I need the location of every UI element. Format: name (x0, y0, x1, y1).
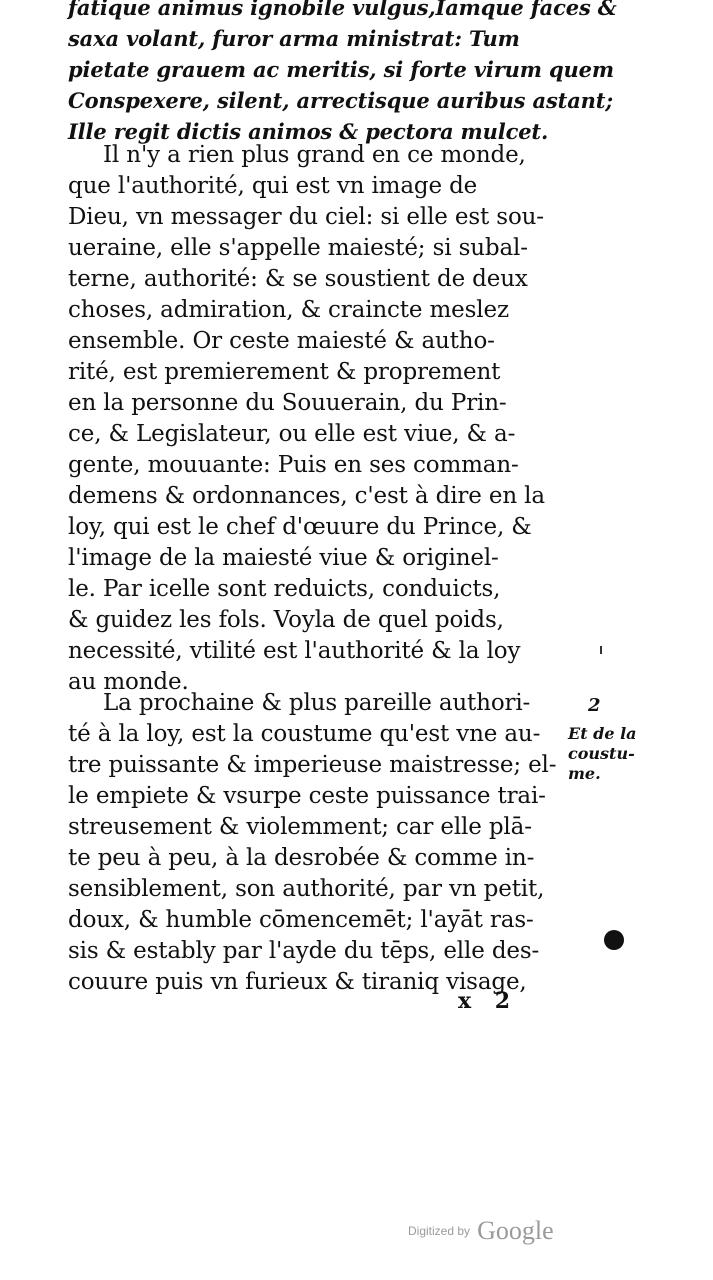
text-line: loy, qui est le chef d'œuure du Prince, & (68, 514, 532, 540)
verse-line: fatique animus ignobile vulgus,Iamque faces & (68, 0, 617, 20)
signature-mark: x 2 (458, 988, 519, 1014)
margin-note-line: Et de la (568, 724, 637, 743)
text-line: demens & ordonnances, c'est à dire en la (68, 483, 545, 509)
text-line: le empiete & vsurpe ceste puissance trai- (68, 783, 546, 809)
text-line: terne, authorité: & se soustient de deux (68, 266, 528, 292)
text-line: ce, & Legislateur, ou elle est viue, & a- (68, 421, 516, 447)
text-line: té à la loy, est la coustume qu'est vne au- (68, 721, 541, 747)
text-line: le. Par icelle sont reduicts, conduicts, (68, 576, 501, 602)
text-line: ensemble. Or ceste maiesté & autho- (68, 328, 495, 354)
text-line: choses, admiration, & craincte meslez (68, 297, 509, 323)
ink-blot (604, 930, 624, 950)
text-line: te peu à peu, à la desrobée & comme in- (68, 845, 535, 871)
margin-note-line: coustu- (568, 744, 635, 763)
paragraph-custom (68, 688, 578, 998)
text-line: & guidez les fols. Voyla de quel poids, (68, 607, 504, 633)
text-line: Dieu, vn messager du ciel: si elle est sou- (68, 204, 544, 230)
text-line: couure puis vn furieux & tiraniq visage, (68, 969, 527, 995)
paragraph-authority (68, 140, 578, 698)
text-line: gente, mouuante: Puis en ses comman- (68, 452, 519, 478)
text-line: necessité, vtilité est l'authorité & la loy (68, 638, 521, 664)
google-logo: Google (477, 1216, 554, 1245)
watermark-prefix: Digitized by (408, 1224, 471, 1238)
text-line: sensiblement, son authorité, par vn petit, (68, 876, 545, 902)
latin-verse (68, 0, 617, 147)
text-line: doux, & humble cōmencemēt; l'ayāt ras- (68, 907, 534, 933)
verse-line: saxa volant, furor arma ministrat: Tum (68, 26, 520, 51)
digitization-watermark (408, 1216, 554, 1246)
text-line: au monde. (68, 669, 189, 695)
text-line: streusement & violemment; car elle plā- (68, 814, 532, 840)
verse-line: Ille regit dictis animos & pectora mulcet. (68, 119, 549, 144)
text-line: en la personne du Souuerain, du Prin- (68, 390, 507, 416)
text-line: rité, est premierement & proprement (68, 359, 501, 385)
verse-line: Conspexere, silent, arrectisque auribus astant; (68, 88, 613, 113)
margin-note (568, 724, 637, 784)
text-line: Il n'y a rien plus grand en ce monde, (103, 142, 526, 168)
margin-note-number: 2 (588, 695, 601, 716)
margin-note-line: me. (568, 764, 601, 783)
text-line: ueraine, elle s'appelle maiesté; si subal- (68, 235, 528, 261)
text-line: sis & estably par l'ayde du tēps, elle des- (68, 938, 540, 964)
text-line: tre puissante & imperieuse maistresse; el- (68, 752, 557, 778)
text-line: La prochaine & plus pareille authori- (103, 690, 531, 716)
margin-mark (600, 646, 602, 654)
text-line: l'image de la maiesté viue & originel- (68, 545, 499, 571)
verse-line: pietate grauem ac meritis, si forte virum quem (68, 57, 614, 82)
text-line: que l'authorité, qui est vn image de (68, 173, 478, 199)
